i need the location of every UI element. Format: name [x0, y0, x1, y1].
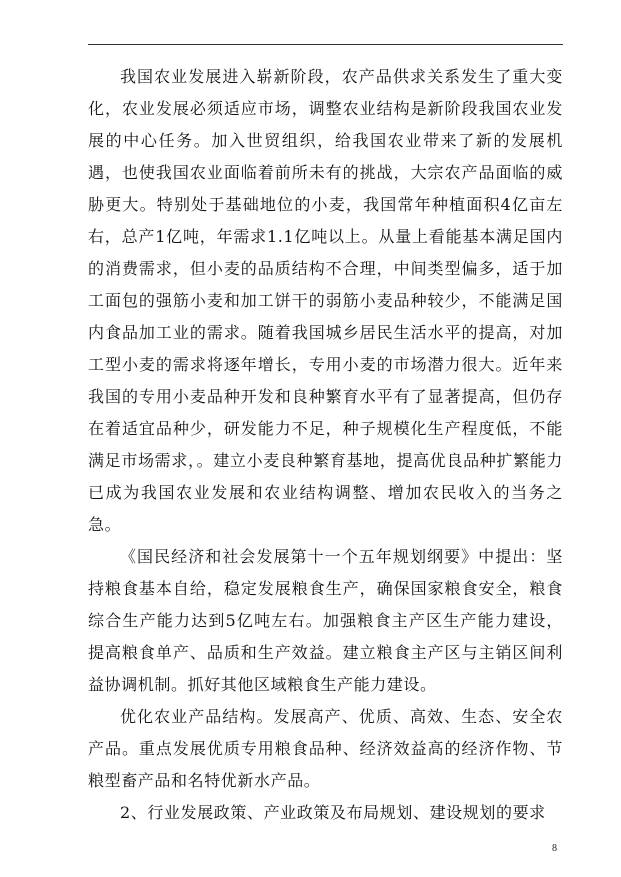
- paragraph-product-structure: 优化农业产品结构。发展高产、优质、高效、生态、安全农产品。重点发展优质专用粮食品种、经济效益高的经济作物、节粮型畜产品和名特优新水产品。: [88, 707, 563, 790]
- paragraph-wheat-background: 我国农业发展进入崭新阶段，农产品供求关系发生了重大变化，农业发展必须适应市场，调整农业结构是新阶段我国农业发展的中心任务。加入世贸组织，给我国农业带来了新的发展机遇，也使我国农业面临着前所未有的挑战，大宗农产品面临的威胁更大。特别处于基础地位的小麦，我国常年种植面积4亿亩左右，总产1亿吨，年需求1.1亿吨以上。从量上看能基本满足国内的消费需求，但小麦的品质结构不合理，中间类型偏多，适于加工面包的强筋小麦和加工饼干的弱筋小麦品种较少，不能满足国内食品加工业的需求。随着我国城乡居民生活水平的提高，对加工型小麦的需求将逐年增长，专用小麦的市场潜力很大。近年来我国的专用小麦品种开发和良种繁育水平有了显著提高，但仍存在着适宜品种少，研发能力不足，种子规模化生产程度低，不能满足市场需求，。建立小麦良种繁育基地，提高优良品种扩繁能力已成为我国农业发展和农业结构调整、增加农民收入的当务之急。: [88, 67, 563, 534]
- header-rule: [88, 44, 563, 45]
- section-heading: 2、行业发展政策、产业政策及布局规划、建设规划的要求: [120, 803, 546, 822]
- paragraph-five-year-plan: 《国民经济和社会发展第十一个五年规划纲要》中提出：坚持粮食基本自给，稳定发展粮食生产，确保国家粮食安全，粮食综合生产能力达到5亿吨左右。加强粮食主产区生产能力建设，提高粮食单产、品质和生产效益。建立粮食主产区与主销区间利益协调机制。抓好其他区域粮食生产能力建设。: [88, 547, 563, 694]
- document-body: [88, 61, 563, 829]
- page-number: 8: [552, 843, 557, 854]
